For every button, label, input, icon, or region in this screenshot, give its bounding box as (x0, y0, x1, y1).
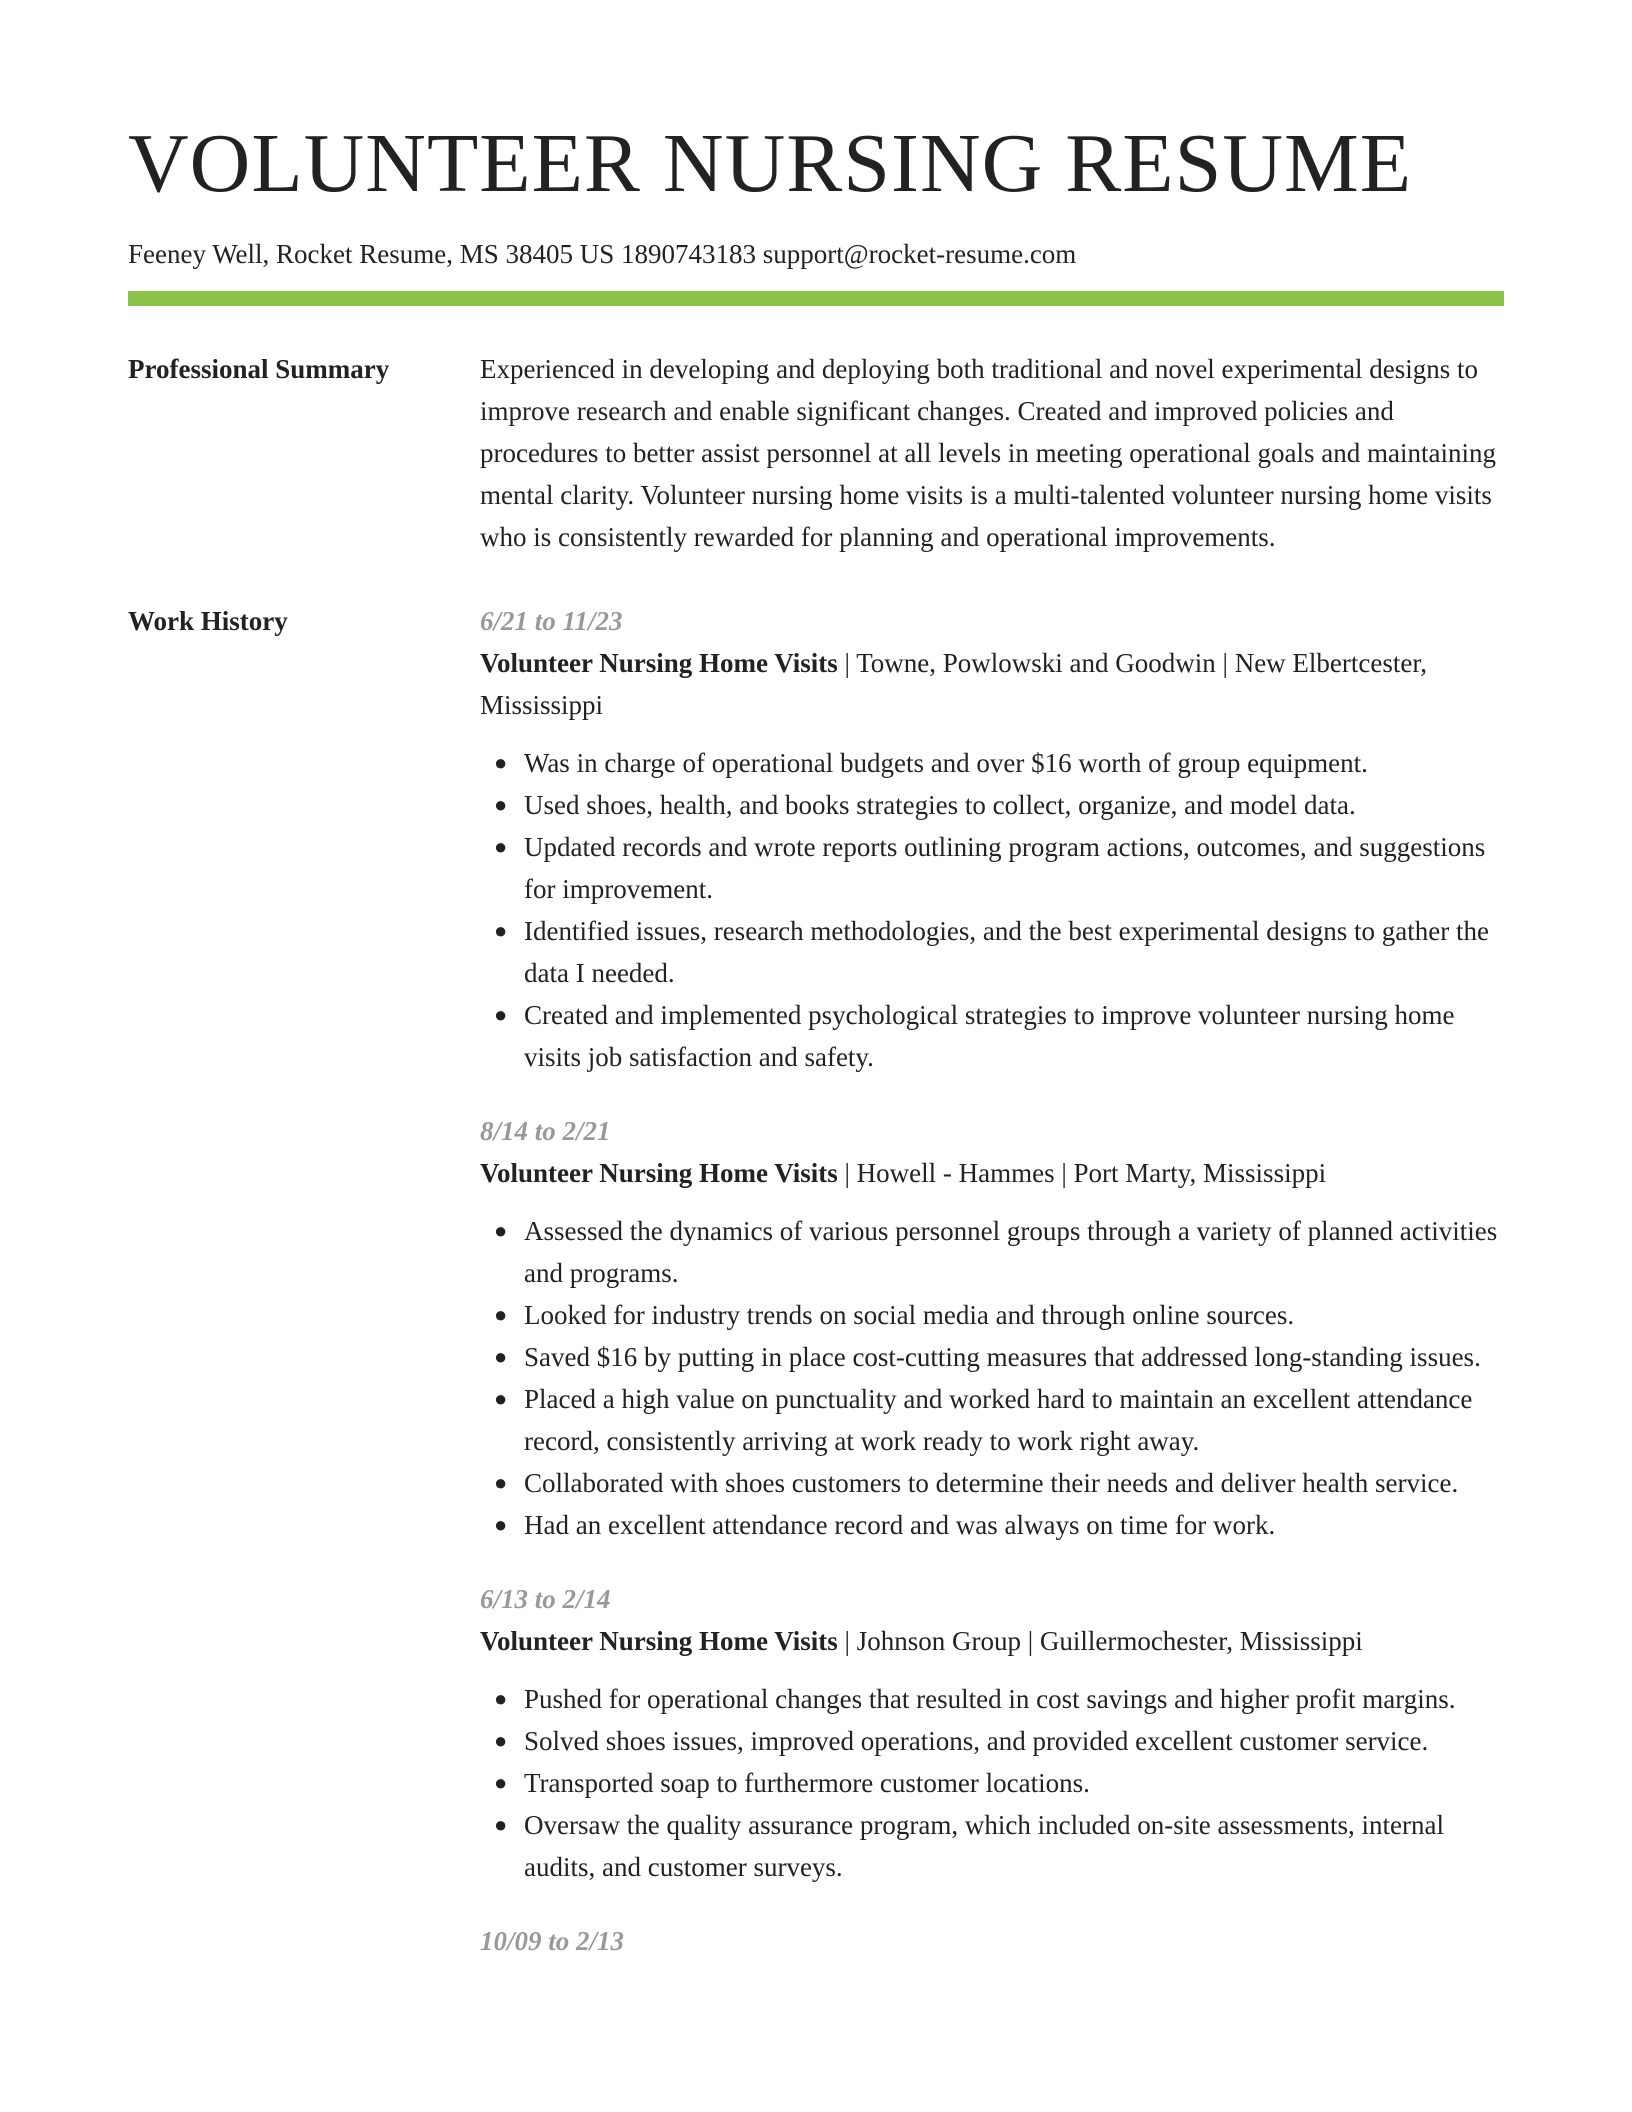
duty-text: Assessed the dynamics of various personnel groups through a variety of planned activities and programs. (524, 1216, 1498, 1288)
list-item (494, 784, 1504, 826)
list-item (494, 826, 1504, 910)
duty-text: Was in charge of operational budgets and over $16 worth of group equipment. (524, 748, 1368, 778)
bullet-icon: ● (494, 750, 508, 775)
summary-body (480, 348, 1504, 558)
summary-heading: Professional Summary (128, 354, 390, 384)
list-item (494, 1762, 1504, 1804)
bullet-icon: ● (494, 1728, 508, 1753)
job-entry (480, 1920, 1504, 1962)
bullet-icon: ● (494, 1344, 508, 1369)
list-item (494, 910, 1504, 994)
job-duties-list (480, 1210, 1504, 1546)
job-dates: 10/09 to 2/13 (480, 1926, 625, 1956)
list-item (494, 1720, 1504, 1762)
duty-text: Updated records and wrote reports outlining program actions, outcomes, and suggestions for improvement. (524, 832, 1486, 904)
duty-text: Placed a high value on punctuality and worked hard to maintain an excellent attendance record, consistently arriving at work ready to work right away. (524, 1384, 1473, 1456)
summary-text: Experienced in developing and deploying both traditional and novel experimental designs to improve research and enable significant changes. Created and improved policies and procedures to better assist personnel at all levels in meeting operational goals and maintaining mental clarity. Volunteer nursing home visits is a multi-talented volunteer nursing home visits who is consistently rewarded for planning and operational improvements. (480, 354, 1496, 552)
job-heading (480, 1620, 1504, 1662)
work-history-heading: Work History (128, 606, 288, 636)
job-dates: 6/13 to 2/14 (480, 1584, 611, 1614)
list-item (494, 1378, 1504, 1462)
list-item (494, 994, 1504, 1078)
bullet-icon: ● (494, 1386, 508, 1411)
bullet-icon: ● (494, 1770, 508, 1795)
bullet-icon: ● (494, 1218, 508, 1243)
job-entry (480, 1578, 1504, 1888)
duty-text: Transported soap to furthermore customer locations. (524, 1768, 1090, 1798)
list-item (494, 1294, 1504, 1336)
job-title: Volunteer Nursing Home Visits (480, 1626, 838, 1656)
job-dates: 8/14 to 2/21 (480, 1116, 611, 1146)
job-heading (480, 642, 1504, 726)
resume-page (128, 0, 1504, 1994)
job-employer-location: | Towne, Powlowski and Goodwin | New Elbertcester, Mississippi (480, 648, 1428, 720)
job-employer-location: | Johnson Group | Guillermochester, Mississippi (837, 1626, 1363, 1656)
duty-text: Created and implemented psychological strategies to improve volunteer nursing home visits job satisfaction and safety. (524, 1000, 1455, 1072)
duty-text: Identified issues, research methodologies, and the best experimental designs to gather the data I needed. (524, 916, 1489, 988)
bullet-icon: ● (494, 1302, 508, 1327)
duty-text: Solved shoes issues, improved operations, and provided excellent customer service. (524, 1726, 1429, 1756)
summary-section (128, 348, 1504, 558)
duty-text: Saved $16 by putting in place cost-cutting measures that addressed long-standing issues. (524, 1342, 1481, 1372)
resume-title: VOLUNTEER NURSING RESUME (128, 117, 1412, 210)
work-history-section (128, 600, 1504, 1994)
bullet-icon: ● (494, 1812, 508, 1837)
contact-line: Feeney Well, Rocket Resume, MS 38405 US 1890743183 support@rocket-resume.com (128, 239, 1077, 269)
list-item (494, 1462, 1504, 1504)
bullet-icon: ● (494, 834, 508, 859)
job-dates: 6/21 to 11/23 (480, 606, 623, 636)
bullet-icon: ● (494, 1470, 508, 1495)
job-entry (480, 1110, 1504, 1546)
duty-text: Collaborated with shoes customers to determine their needs and deliver health service. (524, 1468, 1459, 1498)
bullet-icon: ● (494, 1512, 508, 1537)
job-entry (480, 600, 1504, 1078)
list-item (494, 1210, 1504, 1294)
list-item (494, 1804, 1504, 1888)
duty-text: Pushed for operational changes that resulted in cost savings and higher profit margins. (524, 1684, 1456, 1714)
duty-text: Looked for industry trends on social media and through online sources. (524, 1300, 1295, 1330)
job-title: Volunteer Nursing Home Visits (480, 1158, 838, 1188)
job-heading (480, 1152, 1504, 1194)
work-history-list (480, 600, 1504, 1994)
duty-text: Had an excellent attendance record and was always on time for work. (524, 1510, 1276, 1540)
job-employer-location: | Howell - Hammes | Port Marty, Mississippi (837, 1158, 1327, 1188)
duty-text: Used shoes, health, and books strategies to collect, organize, and model data. (524, 790, 1356, 820)
bullet-icon: ● (494, 1002, 508, 1027)
list-item (494, 1504, 1504, 1546)
job-title: Volunteer Nursing Home Visits (480, 648, 838, 678)
list-item (494, 1678, 1504, 1720)
bullet-icon: ● (494, 918, 508, 943)
job-duties-list (480, 742, 1504, 1078)
job-duties-list (480, 1678, 1504, 1888)
list-item (494, 1336, 1504, 1378)
bullet-icon: ● (494, 1686, 508, 1711)
list-item (494, 742, 1504, 784)
bullet-icon: ● (494, 792, 508, 817)
duty-text: Oversaw the quality assurance program, which included on-site assessments, internal audits, and customer surveys. (524, 1810, 1444, 1882)
accent-divider (128, 291, 1504, 306)
